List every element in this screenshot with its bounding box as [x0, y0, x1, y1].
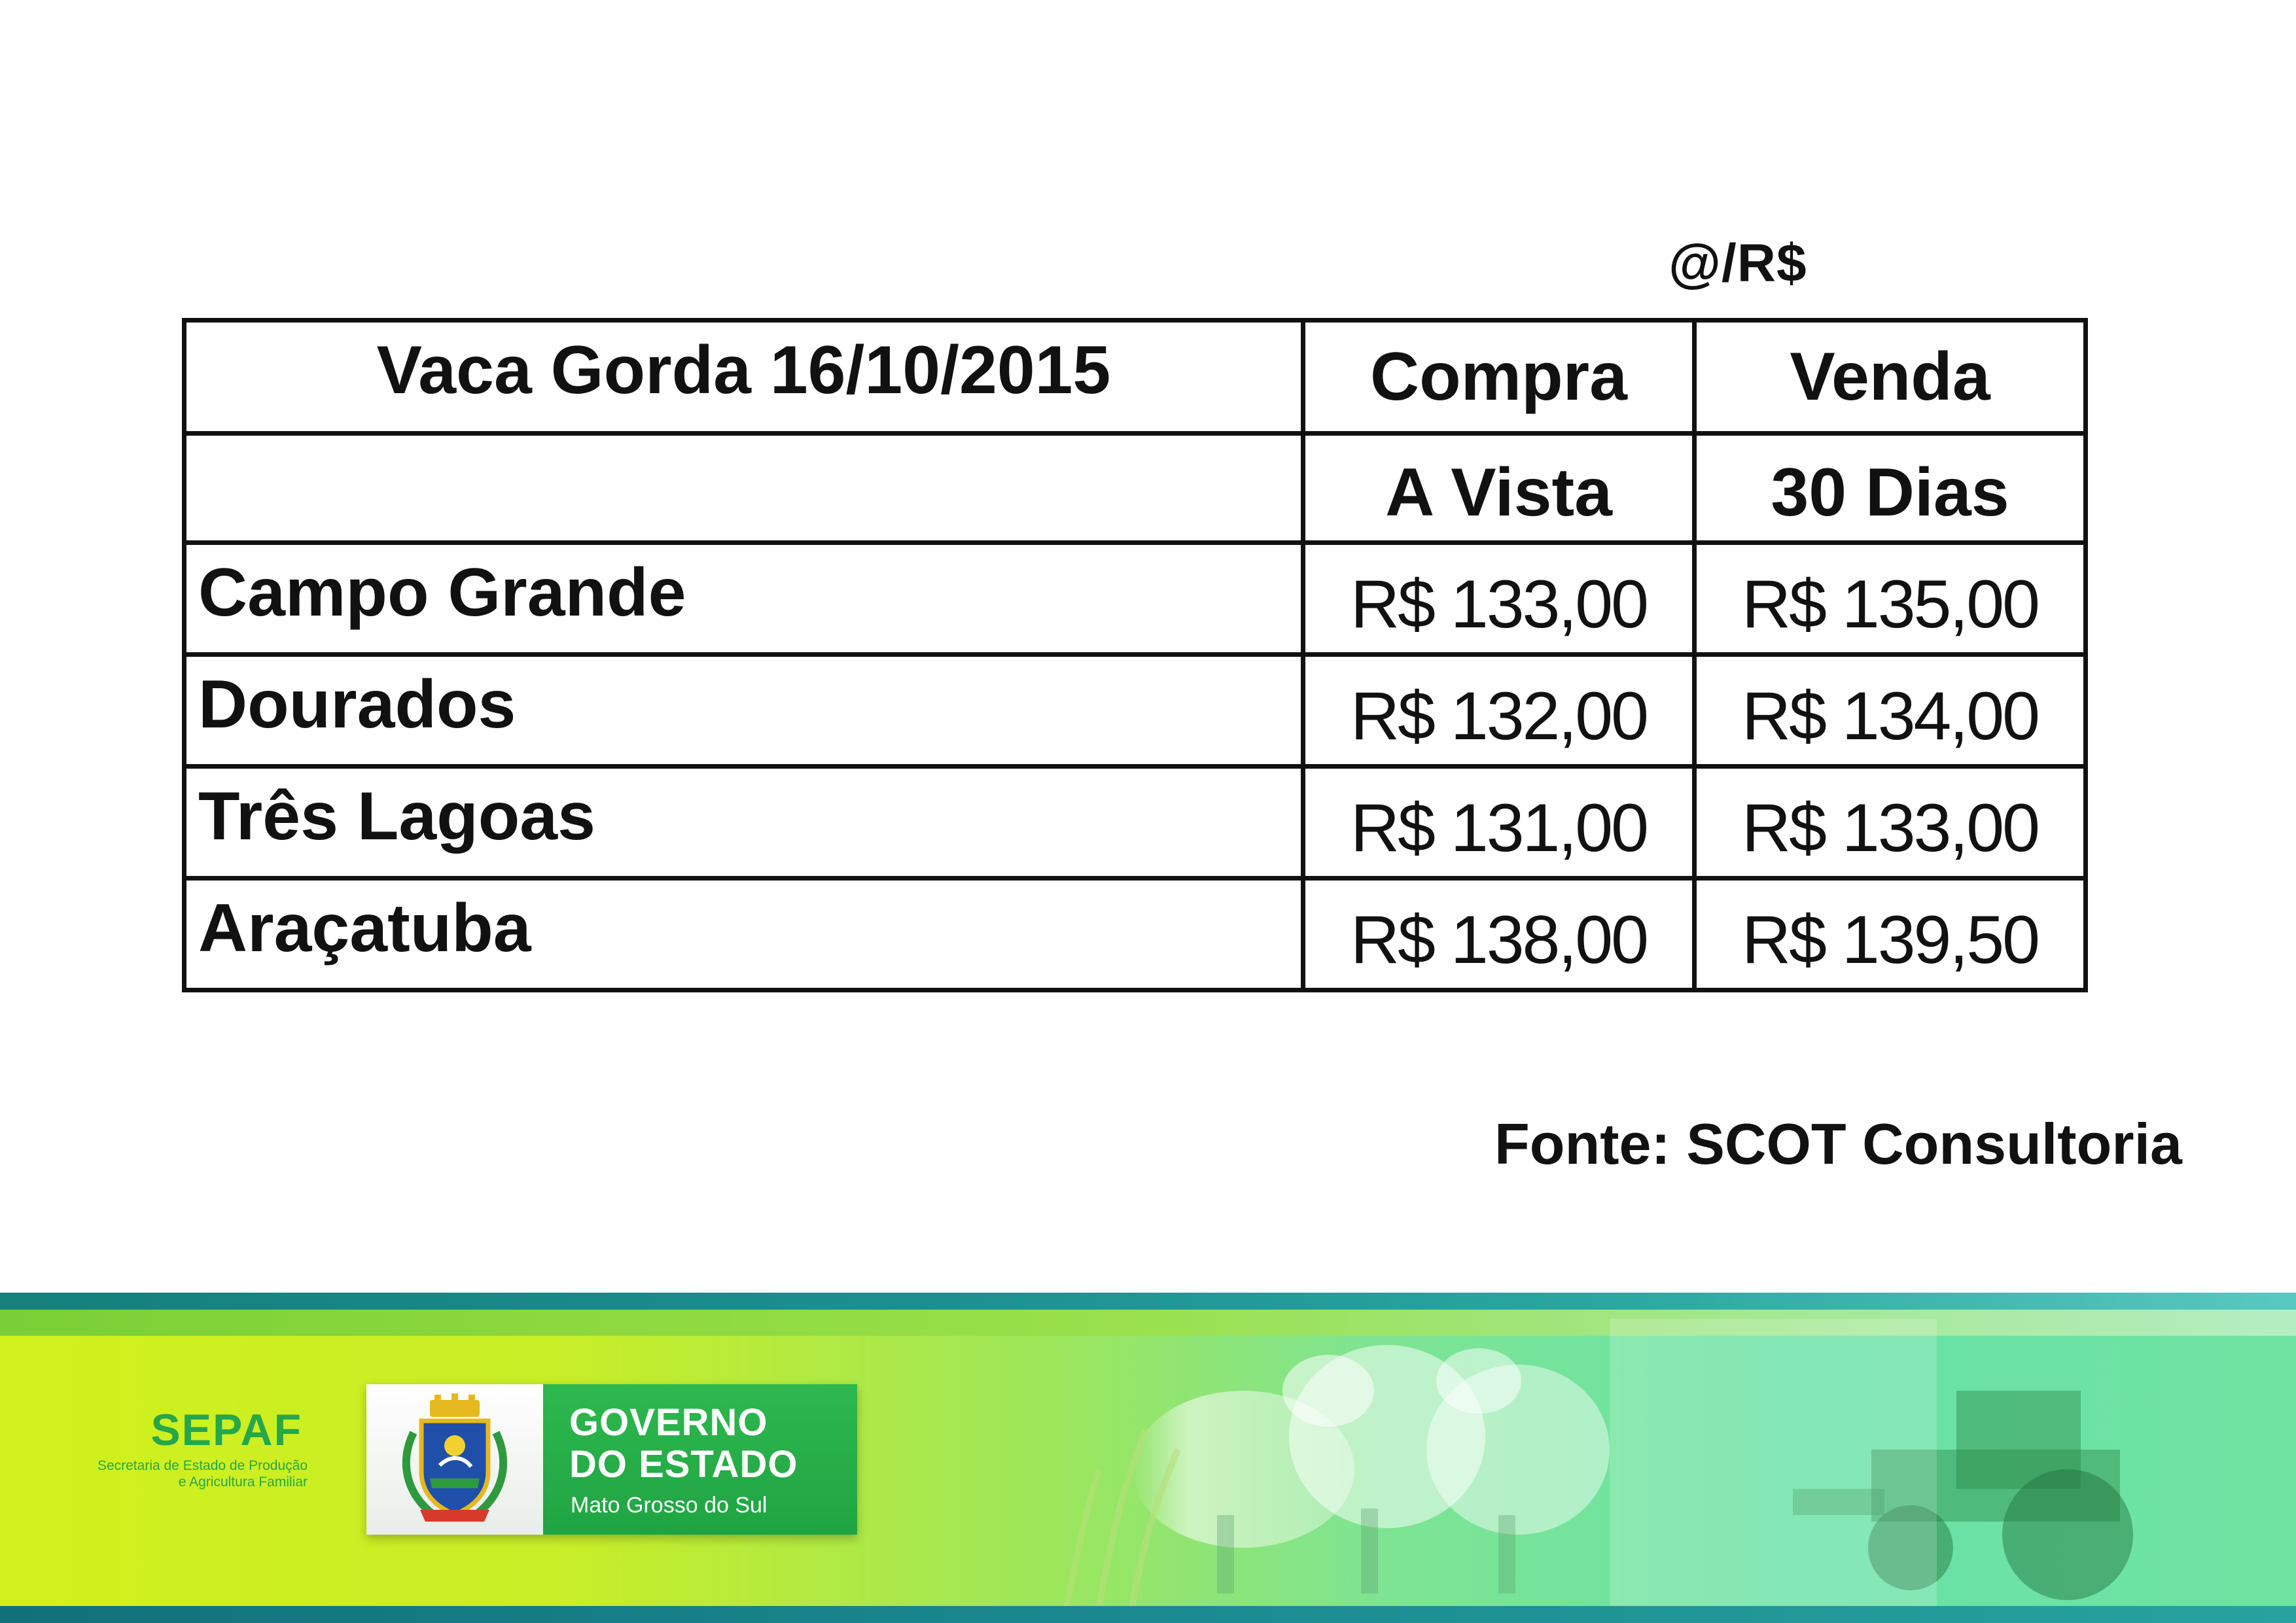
price-table [182, 318, 2088, 992]
buy-price: R$ 133,00 [1303, 543, 1695, 655]
sepaf-subtitle-1: Secretaria de Estado de Produção [97, 1458, 308, 1473]
footer-bottom-strip [0, 1606, 2296, 1623]
footer-banner [0, 1293, 2296, 1623]
government-text-box [543, 1384, 857, 1535]
col-buy-subheader: A Vista [1303, 434, 1695, 543]
source-credit: Fonte: SCOT Consultoria [1494, 1111, 2182, 1176]
empty-cell [185, 434, 1303, 543]
table-row [185, 543, 2086, 655]
sell-price: R$ 134,00 [1695, 655, 2086, 767]
buy-price: R$ 131,00 [1303, 767, 1695, 879]
state-crest-icon [394, 1393, 516, 1524]
table-row [185, 655, 2086, 767]
sell-price: R$ 135,00 [1695, 543, 2086, 655]
market-name: Campo Grande [185, 543, 1303, 655]
market-name: Dourados [185, 655, 1303, 767]
government-badge [366, 1384, 857, 1535]
crest-box [366, 1384, 543, 1535]
buy-price: R$ 132,00 [1303, 655, 1695, 767]
footer-top-strip [0, 1293, 2296, 1310]
market-name: Três Lagoas [185, 767, 1303, 879]
table-row [185, 767, 2086, 879]
sepaf-logo [26, 1405, 308, 1490]
cattle-tractor-photo [1021, 1319, 2296, 1607]
col-sell-header: Venda [1695, 321, 2086, 434]
col-buy-header: Compra [1303, 321, 1695, 434]
unit-label: @/R$ [1669, 234, 1807, 293]
table-subheader-row [185, 434, 2086, 543]
market-name: Araçatuba [185, 879, 1303, 990]
sell-price: R$ 139,50 [1695, 879, 2086, 990]
table-row [185, 879, 2086, 990]
buy-price: R$ 138,00 [1303, 879, 1695, 990]
sepaf-name: SEPAF [150, 1405, 302, 1455]
table-title: Vaca Gorda 16/10/2015 [185, 321, 1303, 434]
col-sell-subheader: 30 Dias [1695, 434, 2086, 543]
gov-line-3: Mato Grosso do Sul [571, 1493, 768, 1518]
sepaf-subtitle-2: e Agricultura Familiar [178, 1475, 308, 1490]
sell-price: R$ 133,00 [1695, 767, 2086, 879]
gov-line-1: GOVERNO [569, 1401, 768, 1444]
table-header-row [185, 321, 2086, 434]
gov-line-2: DO ESTADO [569, 1443, 798, 1486]
